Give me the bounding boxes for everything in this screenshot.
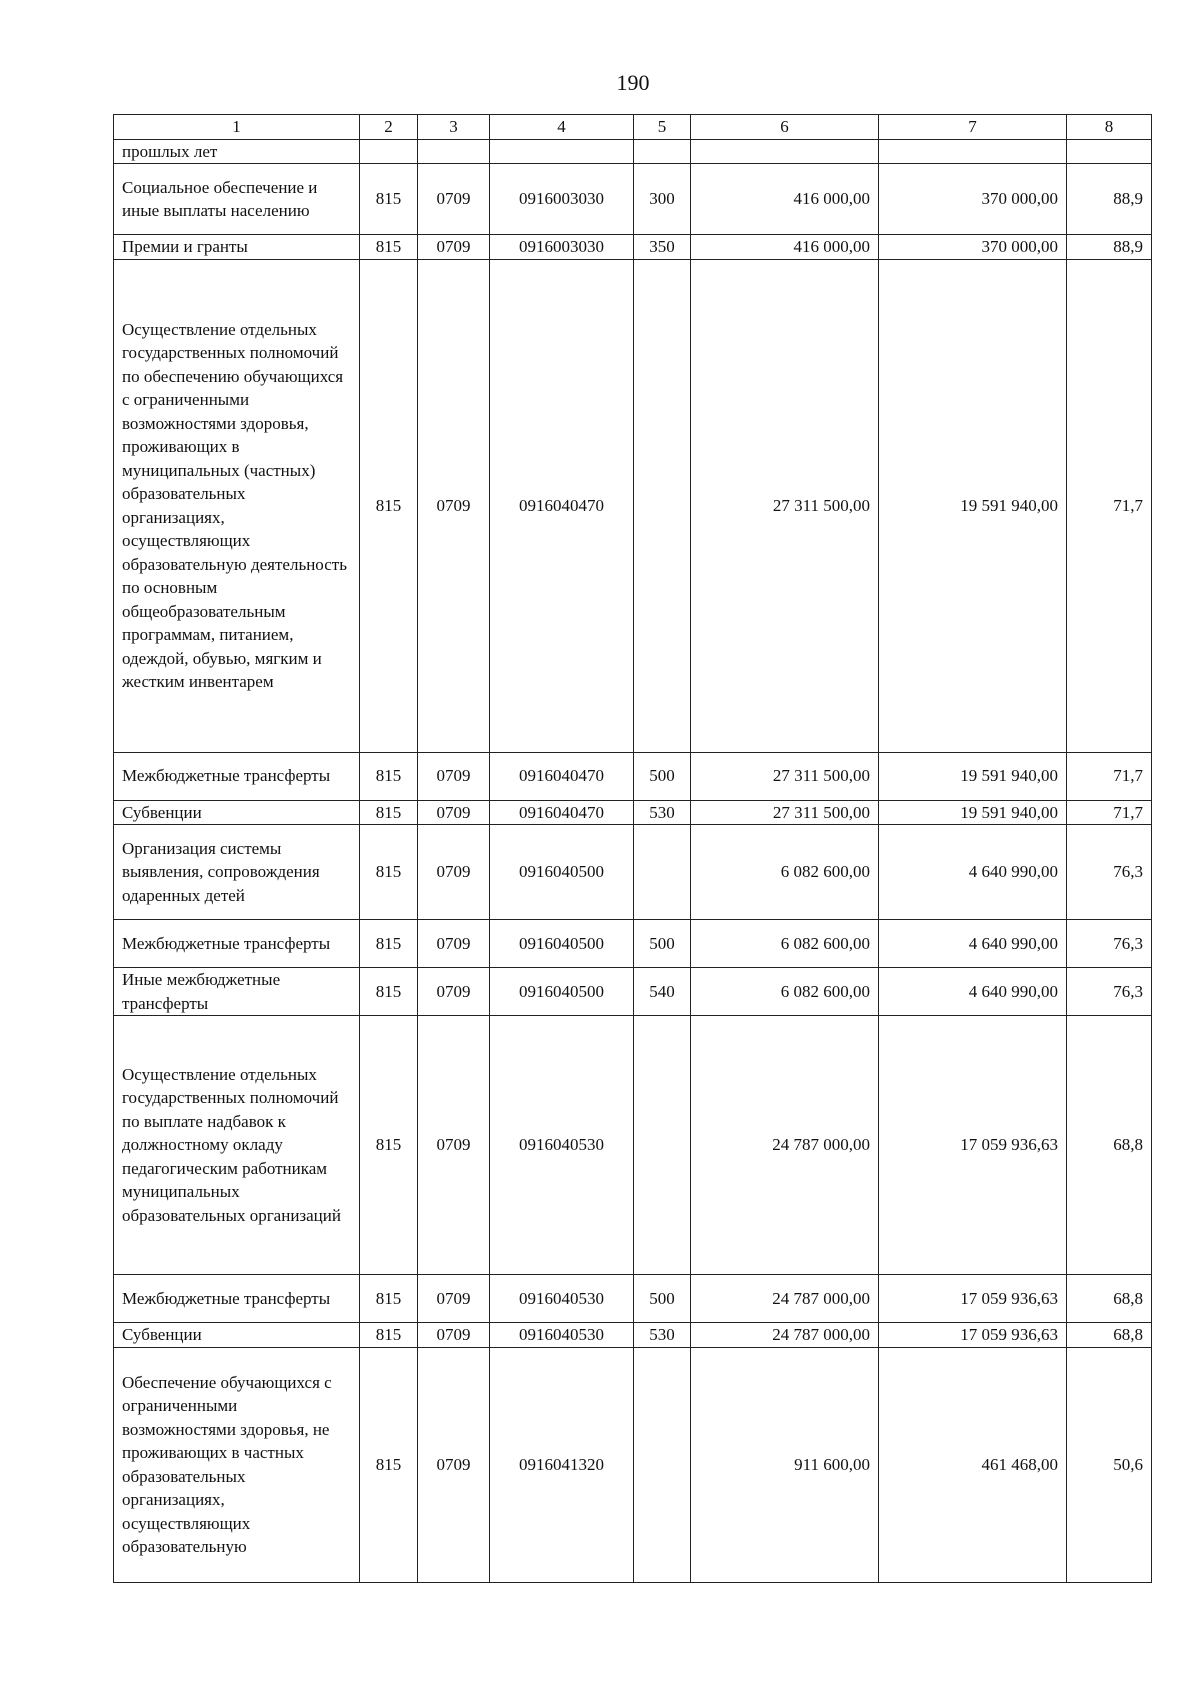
cell-type: 500 xyxy=(634,920,691,968)
cell-name: прошлых лет xyxy=(114,139,360,164)
cell-plan: 6 082 600,00 xyxy=(691,920,879,968)
cell-code: 815 xyxy=(360,825,418,920)
budget-table xyxy=(113,114,1152,1583)
cell-actual: 17 059 936,63 xyxy=(879,1275,1067,1323)
column-header: 5 xyxy=(634,115,691,140)
table-row xyxy=(114,800,1152,825)
cell-target: 0916041320 xyxy=(490,1347,634,1582)
cell-actual: 461 468,00 xyxy=(879,1347,1067,1582)
cell-name: Межбюджетные трансферты xyxy=(114,920,360,968)
cell-target: 0916040470 xyxy=(490,752,634,800)
cell-section: 0709 xyxy=(418,920,490,968)
cell-actual: 4 640 990,00 xyxy=(879,825,1067,920)
cell-code: 815 xyxy=(360,164,418,235)
cell-type: 500 xyxy=(634,752,691,800)
cell-section: 0709 xyxy=(418,1275,490,1323)
cell-plan: 416 000,00 xyxy=(691,164,879,235)
cell-name: Обеспечение обучающихся с ограниченными возможностями здоровья, не проживающих в частных образовательных организациях, осуществляющих образовательную xyxy=(114,1347,360,1582)
cell-plan: 6 082 600,00 xyxy=(691,825,879,920)
cell-name: Социальное обеспечение и иные выплаты населению xyxy=(114,164,360,235)
cell-target: 0916040500 xyxy=(490,920,634,968)
cell-plan: 27 311 500,00 xyxy=(691,259,879,752)
cell-code: 815 xyxy=(360,1275,418,1323)
cell-type xyxy=(634,259,691,752)
cell-target: 0916040500 xyxy=(490,968,634,1016)
cell-target xyxy=(490,139,634,164)
cell-percent: 88,9 xyxy=(1067,235,1152,260)
table-row xyxy=(114,235,1152,260)
cell-plan: 24 787 000,00 xyxy=(691,1016,879,1275)
cell-plan: 24 787 000,00 xyxy=(691,1323,879,1348)
page-number: 190 xyxy=(616,70,650,95)
cell-section: 0709 xyxy=(418,164,490,235)
cell-name: Межбюджетные трансферты xyxy=(114,752,360,800)
cell-percent xyxy=(1067,139,1152,164)
column-header: 1 xyxy=(114,115,360,140)
cell-percent: 76,3 xyxy=(1067,920,1152,968)
cell-plan: 911 600,00 xyxy=(691,1347,879,1582)
cell-name: Иные межбюджетные трансферты xyxy=(114,968,360,1016)
cell-actual: 19 591 940,00 xyxy=(879,752,1067,800)
cell-target: 0916003030 xyxy=(490,164,634,235)
table-row xyxy=(114,259,1152,752)
cell-code: 815 xyxy=(360,920,418,968)
cell-type: 540 xyxy=(634,968,691,1016)
table-row xyxy=(114,1275,1152,1323)
cell-type: 530 xyxy=(634,1323,691,1348)
cell-code: 815 xyxy=(360,259,418,752)
cell-section: 0709 xyxy=(418,800,490,825)
cell-actual: 4 640 990,00 xyxy=(879,968,1067,1016)
cell-code xyxy=(360,139,418,164)
cell-type xyxy=(634,825,691,920)
cell-percent: 68,8 xyxy=(1067,1016,1152,1275)
cell-actual: 19 591 940,00 xyxy=(879,259,1067,752)
cell-actual: 17 059 936,63 xyxy=(879,1016,1067,1275)
table-header-row xyxy=(114,115,1152,140)
column-header: 3 xyxy=(418,115,490,140)
column-header: 8 xyxy=(1067,115,1152,140)
column-header: 2 xyxy=(360,115,418,140)
cell-target: 0916040530 xyxy=(490,1323,634,1348)
cell-code: 815 xyxy=(360,1016,418,1275)
table-row xyxy=(114,920,1152,968)
cell-target: 0916040530 xyxy=(490,1016,634,1275)
cell-name: Организация системы выявления, сопровождения одаренных детей xyxy=(114,825,360,920)
cell-plan xyxy=(691,139,879,164)
cell-name: Субвенции xyxy=(114,800,360,825)
cell-section: 0709 xyxy=(418,235,490,260)
cell-code: 815 xyxy=(360,235,418,260)
cell-type: 530 xyxy=(634,800,691,825)
cell-plan: 6 082 600,00 xyxy=(691,968,879,1016)
cell-name: Субвенции xyxy=(114,1323,360,1348)
cell-percent: 76,3 xyxy=(1067,825,1152,920)
cell-type xyxy=(634,1347,691,1582)
column-header: 7 xyxy=(879,115,1067,140)
cell-percent: 88,9 xyxy=(1067,164,1152,235)
column-header: 6 xyxy=(691,115,879,140)
table-row xyxy=(114,752,1152,800)
cell-section: 0709 xyxy=(418,259,490,752)
cell-target: 0916040500 xyxy=(490,825,634,920)
table-row xyxy=(114,825,1152,920)
cell-percent: 50,6 xyxy=(1067,1347,1152,1582)
cell-plan: 27 311 500,00 xyxy=(691,752,879,800)
cell-percent: 76,3 xyxy=(1067,968,1152,1016)
cell-percent: 68,8 xyxy=(1067,1323,1152,1348)
table-row xyxy=(114,1347,1152,1582)
cell-code: 815 xyxy=(360,968,418,1016)
table-row xyxy=(114,1016,1152,1275)
cell-target: 0916040470 xyxy=(490,800,634,825)
cell-percent: 71,7 xyxy=(1067,259,1152,752)
cell-percent: 71,7 xyxy=(1067,800,1152,825)
cell-name: Осуществление отдельных государственных полномочий по обеспечению обучающихся с ограниченными возможностями здоровья, проживающих в муниципальных (частных) образовательных организациях, осуществляющих образовательную деятельность по основным общеобразовательным программам, питанием, одеждой, обувью, мягким и жестким инвентарем xyxy=(114,259,360,752)
table-row xyxy=(114,968,1152,1016)
cell-target: 0916040470 xyxy=(490,259,634,752)
cell-plan: 416 000,00 xyxy=(691,235,879,260)
cell-percent: 71,7 xyxy=(1067,752,1152,800)
cell-type xyxy=(634,139,691,164)
cell-actual: 370 000,00 xyxy=(879,164,1067,235)
cell-section: 0709 xyxy=(418,825,490,920)
cell-plan: 27 311 500,00 xyxy=(691,800,879,825)
cell-section: 0709 xyxy=(418,1016,490,1275)
cell-actual: 4 640 990,00 xyxy=(879,920,1067,968)
cell-type xyxy=(634,1016,691,1275)
cell-name: Премии и гранты xyxy=(114,235,360,260)
cell-code: 815 xyxy=(360,1323,418,1348)
cell-actual xyxy=(879,139,1067,164)
cell-type: 500 xyxy=(634,1275,691,1323)
cell-target: 0916040530 xyxy=(490,1275,634,1323)
cell-name: Осуществление отдельных государственных полномочий по выплате надбавок к должностному окладу педагогическим работникам муниципальных образовательных организаций xyxy=(114,1016,360,1275)
cell-code: 815 xyxy=(360,800,418,825)
cell-type: 300 xyxy=(634,164,691,235)
cell-actual: 17 059 936,63 xyxy=(879,1323,1067,1348)
cell-target: 0916003030 xyxy=(490,235,634,260)
cell-type: 350 xyxy=(634,235,691,260)
table-row xyxy=(114,139,1152,164)
column-header: 4 xyxy=(490,115,634,140)
cell-name: Межбюджетные трансферты xyxy=(114,1275,360,1323)
cell-section xyxy=(418,139,490,164)
cell-actual: 370 000,00 xyxy=(879,235,1067,260)
table-row xyxy=(114,164,1152,235)
cell-section: 0709 xyxy=(418,1323,490,1348)
cell-actual: 19 591 940,00 xyxy=(879,800,1067,825)
cell-section: 0709 xyxy=(418,752,490,800)
cell-code: 815 xyxy=(360,752,418,800)
cell-percent: 68,8 xyxy=(1067,1275,1152,1323)
cell-section: 0709 xyxy=(418,968,490,1016)
cell-plan: 24 787 000,00 xyxy=(691,1275,879,1323)
cell-code: 815 xyxy=(360,1347,418,1582)
table-row xyxy=(114,1323,1152,1348)
cell-section: 0709 xyxy=(418,1347,490,1582)
